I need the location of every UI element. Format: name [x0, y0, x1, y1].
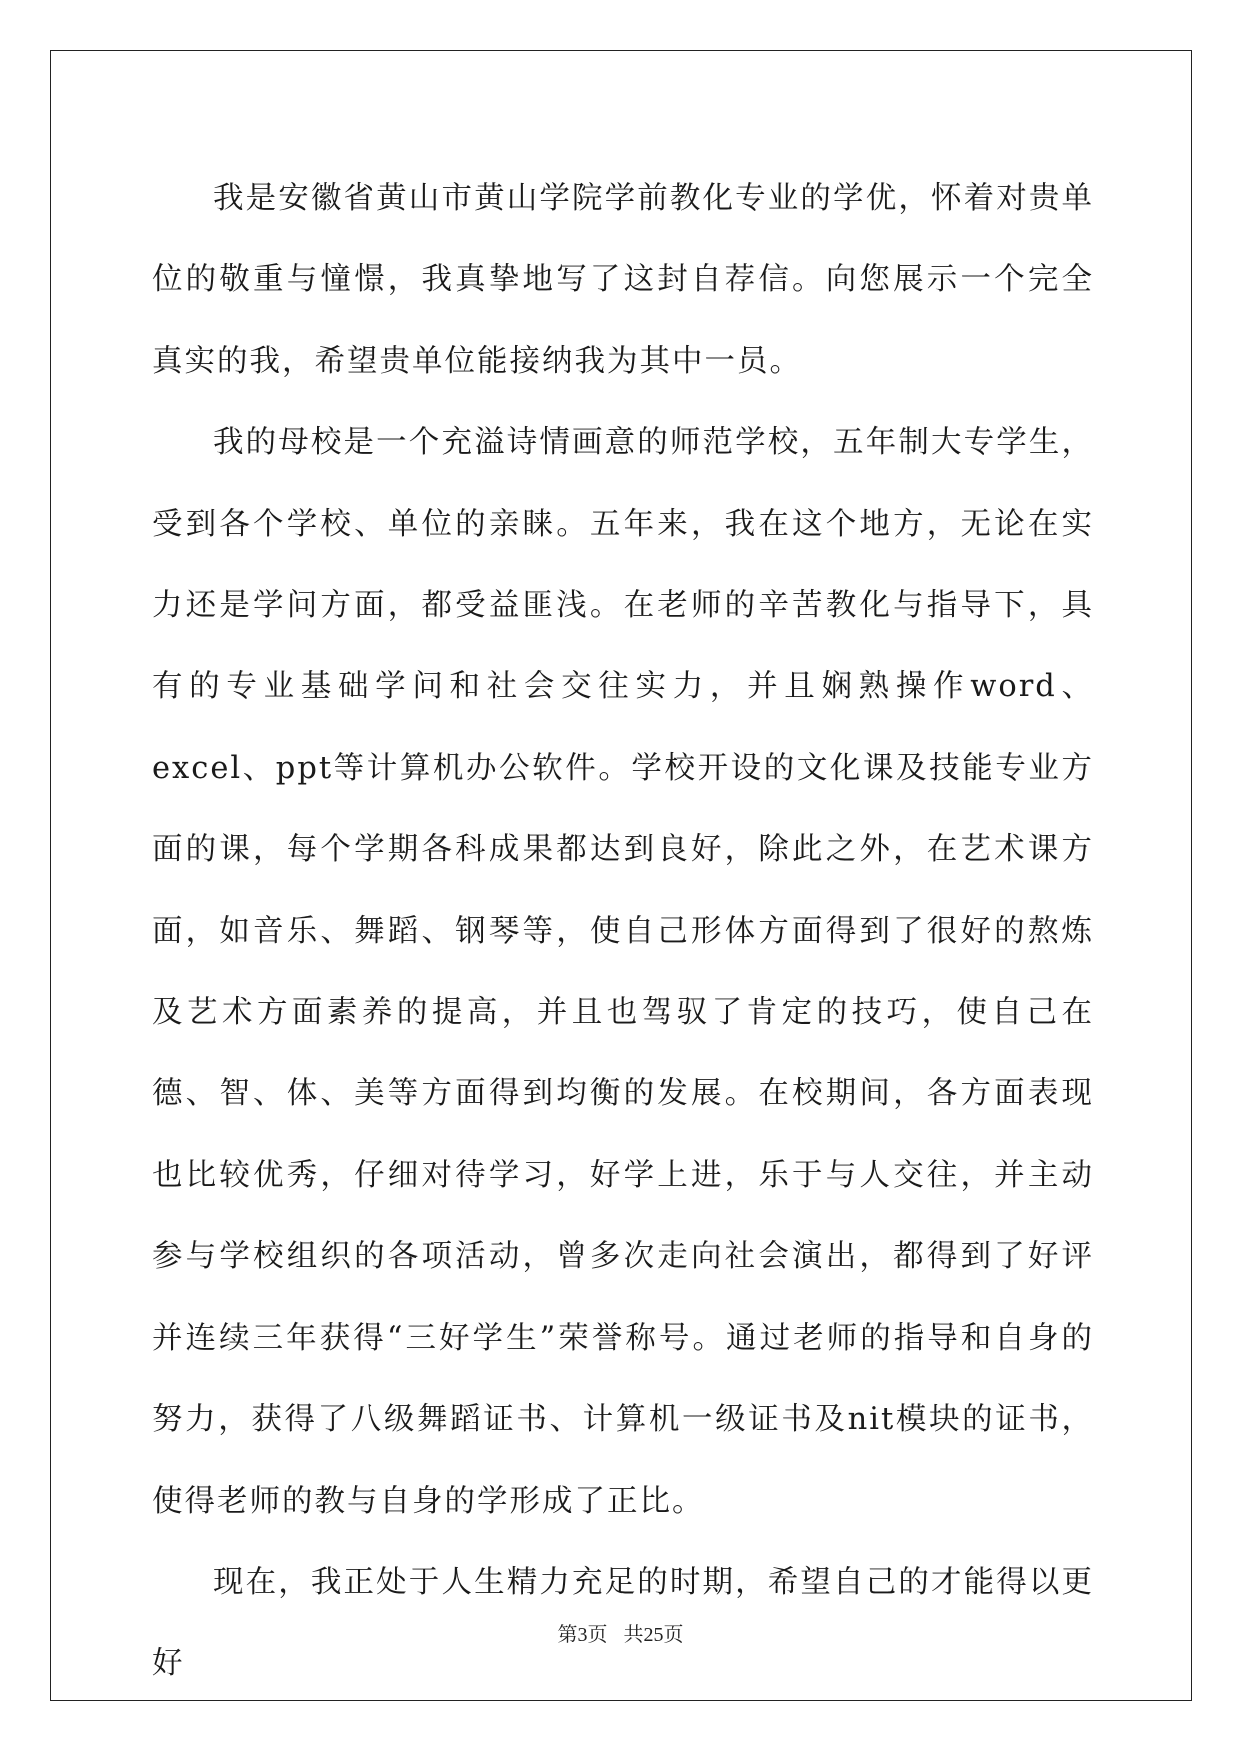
paragraph-intro: 我是安徽省黄山市黄山学院学前教化专业的学优，怀着对贵单位的敬重与憧憬，我真挚地写了这封自荐信。向您展示一个完全真实的我，希望贵单位能接纳我为其中一员。: [152, 181, 1094, 379]
document-body: [152, 158, 1094, 1705]
paragraph-school: 我的母校是一个充溢诗情画意的师范学校，五年制大专学生，受到各个学校、单位的亲睐。五年来，我在这个地方，无论在实力还是学问方面，都受益匪浅。在老师的辛苦教化与指导下，具有的专业基础学问和社会交往实力，并且娴熟操作word、excel、ppt等计算机办公软件。学校开设的文化课及技能专业方面的课，每个学期各科成果都达到良好，除此之外，在艺术课方面，如音乐、舞蹈、钢琴等，使自己形体方面得到了很好的熬炼及艺术方面素养的提高，并且也驾驭了肯定的技巧，使自己在德、智、体、美等方面得到均衡的发展。在校期间，各方面表现也比较优秀，仔细对待学习，好学上进，乐于与人交往，并主动参与学校组织的各项活动，曾多次走向社会演出，都得到了好评并连续三年获得“三好学生”荣誉称号。通过老师的指导和自身的努力，获得了八级舞蹈证书、计算机一级证书及nit模块的证书，使得老师的教与自身的学形成了正比。: [152, 425, 1094, 1519]
page-footer: [0, 1618, 1241, 1647]
paragraph-now: 现在，我正处于人生精力充足的时期，希望自己的才能得以更好: [152, 1564, 1094, 1682]
total-pages-label: 共25页: [623, 1624, 684, 1646]
current-page-label: 第3页: [557, 1624, 608, 1646]
